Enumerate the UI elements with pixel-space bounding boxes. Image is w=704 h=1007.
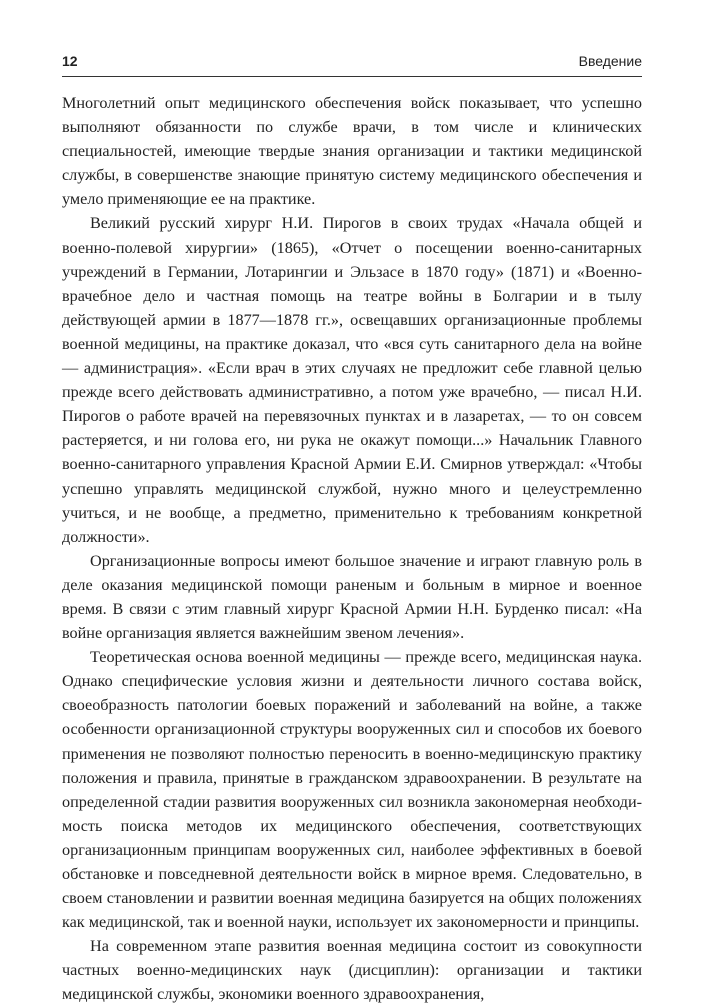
page-number: 12 — [62, 53, 78, 69]
book-page — [62, 52, 642, 1007]
section-title: Введение — [578, 53, 642, 69]
running-header — [62, 52, 642, 77]
paragraph: Великий русский хирург Н.И. Пирогов в своих трудах «Начала общей и военно-полевой хирургии» (1865), «Отчет о посещении военно-санитарных учреждений в Германии, Лотарингии и Эльзасе в 1870 году» (1871) и «Военно-врачебное дело и частная помощь на театре войны в Болгарии и в тылу действующей армии в 1877—1878 гг.», освещавших организационные проблемы военной медицины, на практике доказал, что «вся суть санитарного дела на войне — администрация». «Если врач в этих случаях не предложит себе главной целью прежде всего действовать административно, а потом уже врачебно, — писал Н.И. Пирогов о работе врачей на перевязочных пунктах и в лазаретах, — то он совсем растеряется, и ни голова его, ни рука не окажут помощи...» Начальник Главного военно-санитарного управления Красной Армии Е.И. Смирнов утверждал: «Чтобы успешно управлять медицинской службой, нужно много и целеустремленно учиться, и не вообще, а предметно, применительно к требованиям конкретной должности». — [62, 214, 642, 546]
paragraph: Организационные вопросы имеют большое значение и играют главную роль в деле оказания медицинской помощи раненым и больным в мирное и военное время. В связи с этим главный хирург Красной Армии Н.Н. Бурденко писал: «На войне организация является важнейшим звеном лечения». — [62, 551, 642, 643]
paragraph: Теоретическая основа военной медицины — прежде всего, медицинская наука. Однако специфические условия жизни и деятельности личного состава войск, своеобразность патологии боевых поражений и заболеваний на войне, а также особенности организационной структуры вооруженных сил и способов их боевого применения не позволяют полностью переносить в военно-медицинскую практику положения и правила, принятые в гражданском здравоохранении. В результате на определенной стадии развития вооруженных сил возникла закономерная необходимость поиска методов их медицинского обеспечения, соответствующих организационным принципам вооруженных сил, наиболее эффективных в боевой обстановке и повседневной деятельности войск в мирное время. Следовательно, в своем становлении и развитии военная медицина базируется на общих положениях как медицинской, так и военной науки, использует их закономерности и принципы. — [62, 648, 642, 932]
paragraph: На современном этапе развития военная медицина состоит из совокупности частных военно-медицинских наук (дисциплин): организации и тактики медицинской службы, экономики военного здравоохранения, — [62, 937, 642, 1004]
body-text — [62, 91, 642, 1007]
paragraph: Многолетний опыт медицинского обеспечения войск показывает, что успешно выполняют обязанности по службе врачи, в том числе и клинических специальностей, имеющие твердые знания организации и тактики медицинской службы, в совершенстве знающие принятую систему медицинского обеспечения и умело применяющие ее на практике. — [62, 94, 642, 209]
